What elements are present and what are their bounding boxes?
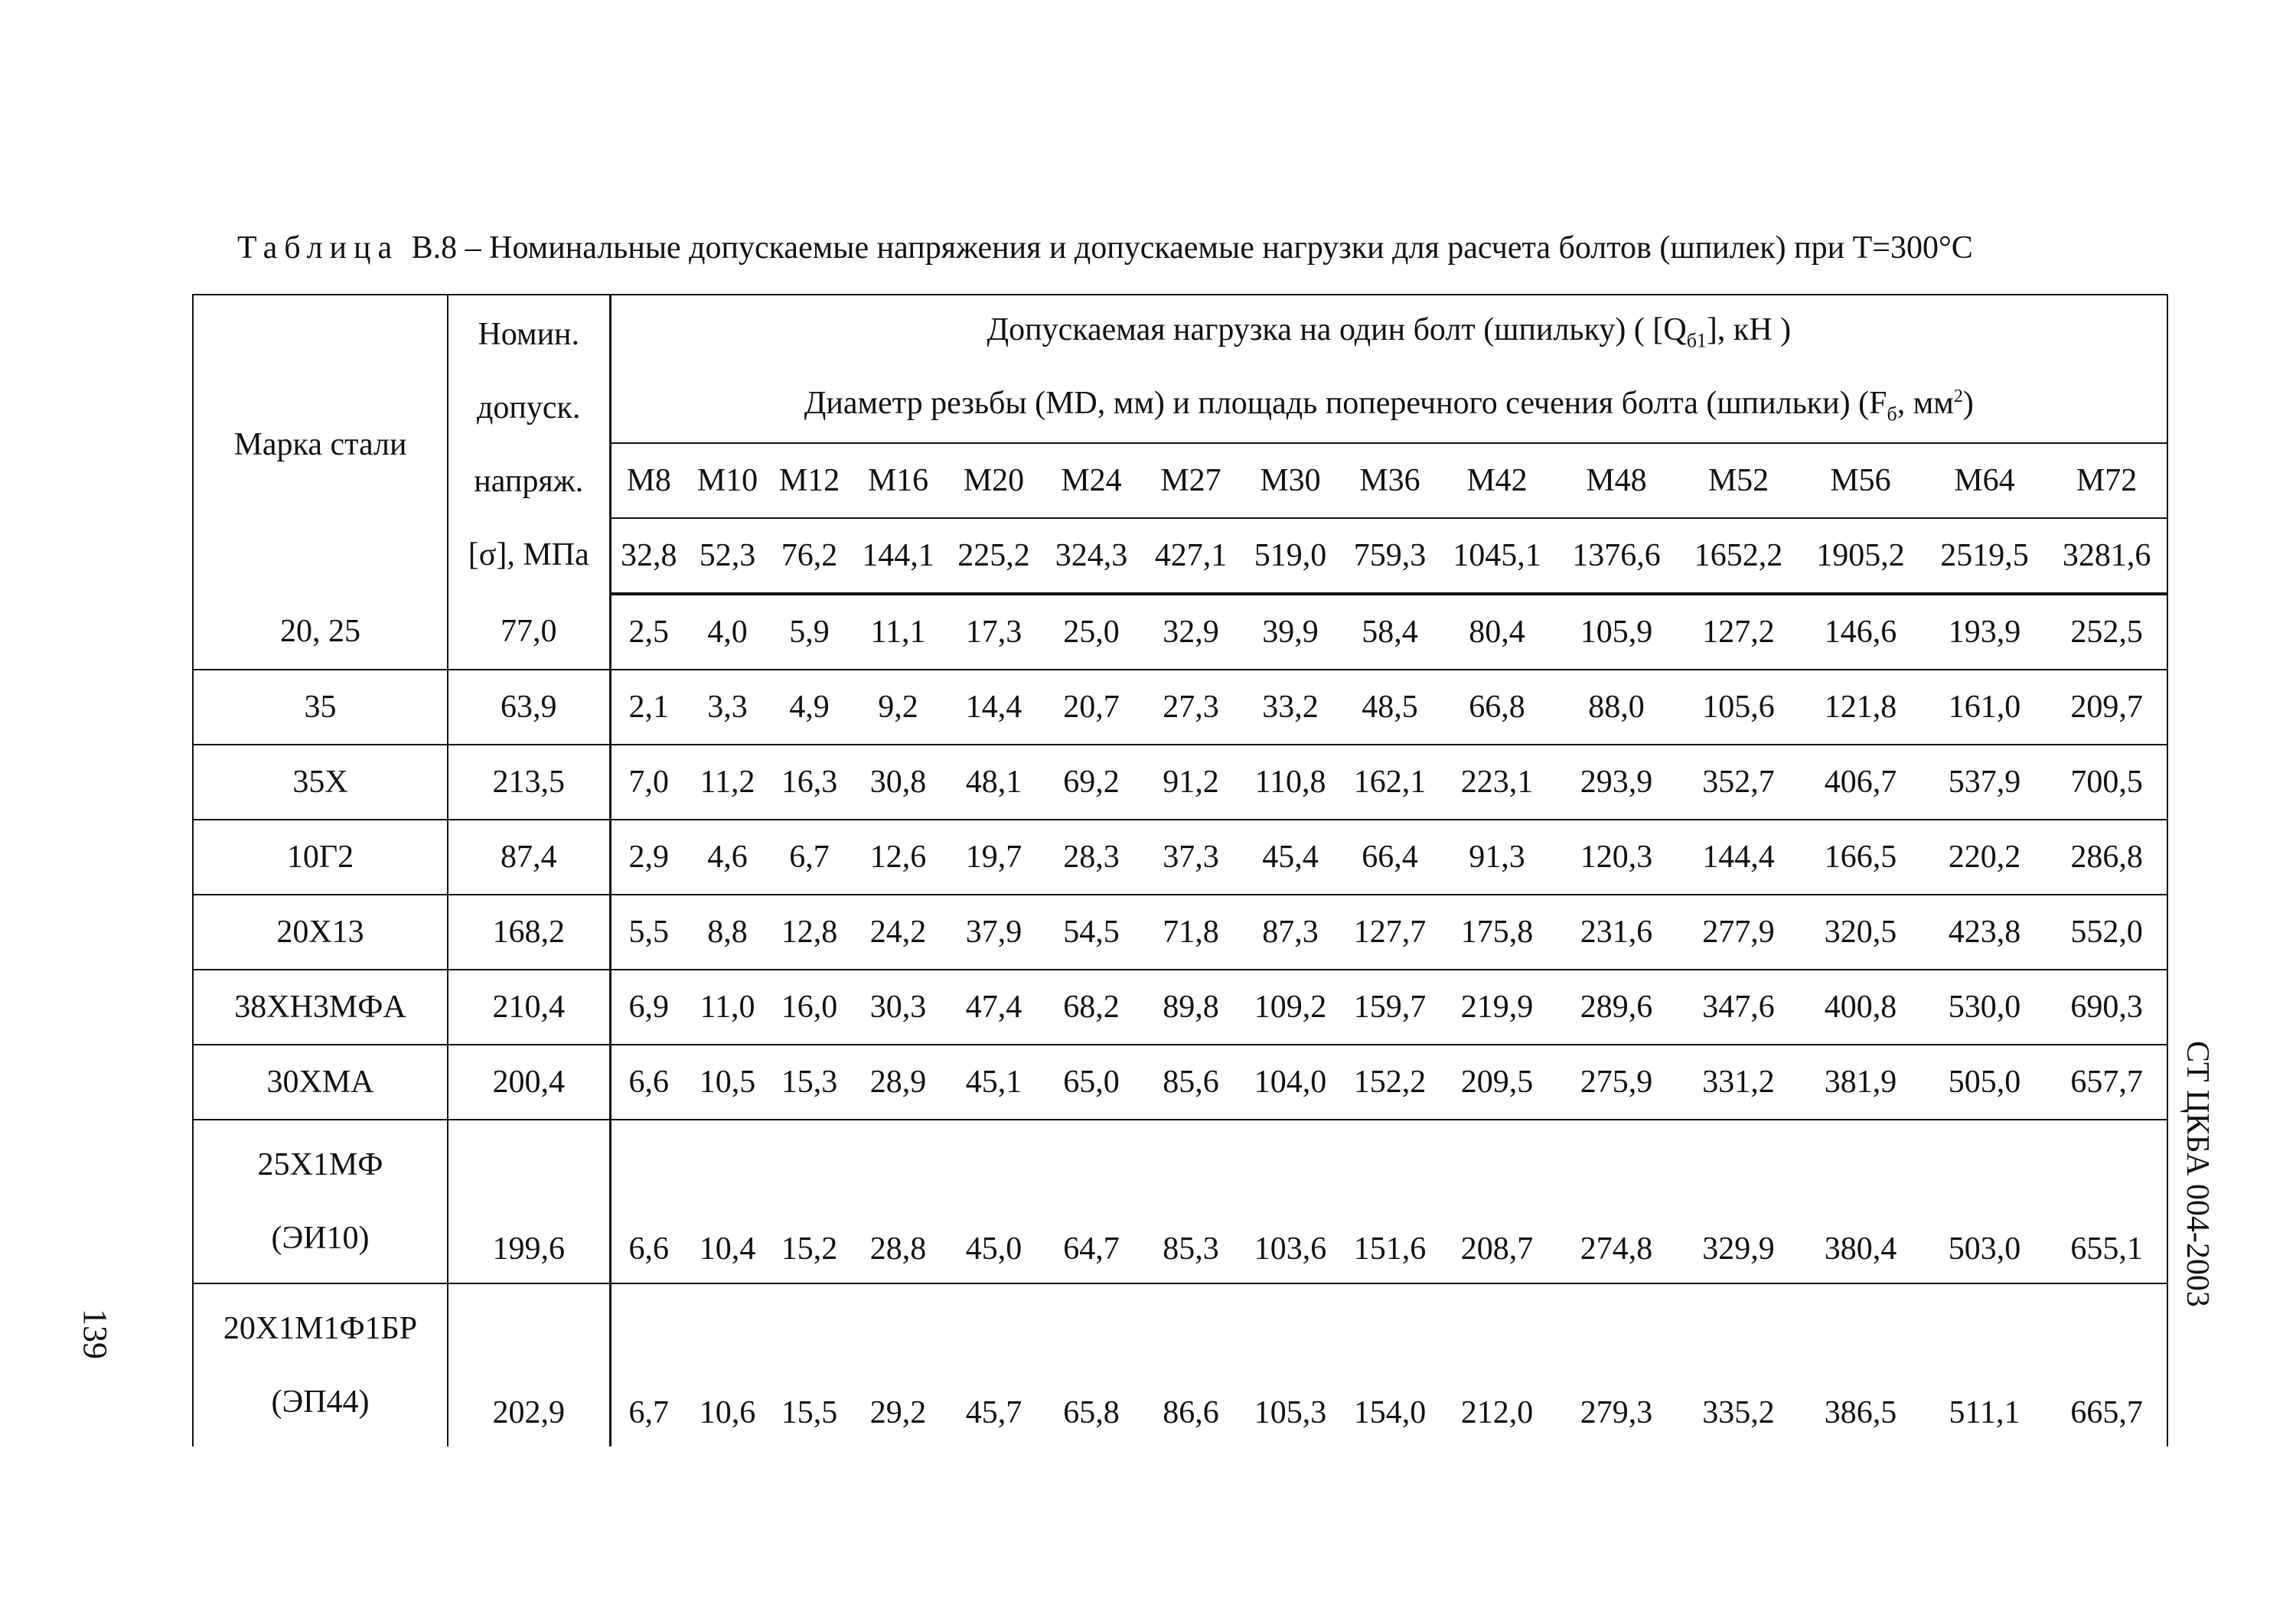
load-value-cell: 85,6 — [1141, 1045, 1241, 1120]
allowable-stress-cell: 77,0 — [448, 594, 610, 670]
load-value-cell: 80,4 — [1440, 594, 1554, 670]
allowable-stress-cell: 202,9 — [448, 1283, 610, 1446]
load-value-cell: 162,1 — [1340, 745, 1440, 820]
load-value-cell: 231,6 — [1554, 895, 1678, 970]
load-value-cell: 17,3 — [946, 594, 1042, 670]
steel-grade-cell: 10Г2 — [193, 820, 448, 895]
load-value-cell: 252,5 — [2047, 594, 2167, 670]
load-value-cell: 12,6 — [850, 820, 946, 895]
load-value-cell: 14,4 — [946, 670, 1042, 745]
load-value-cell: 5,9 — [768, 594, 850, 670]
load-value-cell: 2,5 — [610, 594, 687, 670]
load-value-cell: 109,2 — [1241, 970, 1340, 1045]
load-value-cell: 277,9 — [1678, 895, 1799, 970]
load-value-cell: 6,6 — [610, 1120, 687, 1283]
sigma-header-line: Номин. — [478, 317, 580, 352]
allowable-stress-cell: 87,4 — [448, 820, 610, 895]
load-value-cell: 552,0 — [2047, 895, 2167, 970]
load-value-cell: 8,8 — [687, 895, 768, 970]
load-value-cell: 65,8 — [1063, 1395, 1120, 1430]
table-row — [193, 1283, 2167, 1446]
load-value-cell: 64,7 — [1042, 1120, 1141, 1283]
load-value-cell: 193,9 — [1923, 594, 2047, 670]
load-value-cell: 5,5 — [610, 895, 687, 970]
load-value-cell: 289,6 — [1554, 970, 1678, 1045]
load-value-cell: 6,9 — [610, 970, 687, 1045]
sigma-column-header — [448, 295, 610, 594]
load-group-header: Допускаемая нагрузка на один болт (шпильку) ( $[Q_{б1}]$, кН ) — [610, 295, 2167, 369]
sigma-header-line: напряж. — [474, 464, 584, 499]
table-row — [193, 895, 2167, 970]
load-value-cell: 320,5 — [1799, 895, 1923, 970]
table-row — [193, 1045, 2167, 1120]
diameter-cell: M72 — [2047, 443, 2167, 518]
load-value-cell: 219,9 — [1440, 970, 1554, 1045]
load-value-cell: 505,0 — [1923, 1045, 2047, 1120]
load-value-cell: 16,0 — [768, 970, 850, 1045]
load-value-cell: 66,8 — [1440, 670, 1554, 745]
load-value-cell: 400,8 — [1799, 970, 1923, 1045]
load-value-cell: 10,5 — [687, 1045, 768, 1120]
load-value-cell: 71,8 — [1141, 895, 1241, 970]
load-value-cell: 87,3 — [1241, 895, 1340, 970]
load-value-cell: 65,0 — [1042, 1045, 1141, 1120]
load-value-cell: 85,3 — [1141, 1120, 1241, 1283]
diameter-cell: M12 — [768, 443, 850, 518]
load-value-cell: 293,9 — [1554, 745, 1678, 820]
load-value-cell: 48,5 — [1340, 670, 1440, 745]
load-value-cell: 161,0 — [1923, 670, 2047, 745]
load-value-cell: 68,2 — [1042, 970, 1141, 1045]
area-cell: 32,8 — [610, 518, 687, 594]
diameter-cell: M48 — [1554, 443, 1678, 518]
load-value-cell: 32,9 — [1141, 594, 1241, 670]
load-value-cell: 105,3 — [1254, 1395, 1327, 1430]
steel-grade-cell: 35X — [193, 745, 448, 820]
load-value-cell: 121,8 — [1799, 670, 1923, 745]
load-value-cell: 29,2 — [869, 1395, 927, 1430]
load-value-cell: 12,8 — [768, 895, 850, 970]
load-value-cell: 89,8 — [1141, 970, 1241, 1045]
area-cell: 1652,2 — [1678, 518, 1799, 594]
load-value-cell: 30,8 — [850, 745, 946, 820]
table-row — [193, 670, 2167, 745]
load-value-cell: 2,1 — [610, 670, 687, 745]
load-value-cell: 175,8 — [1440, 895, 1554, 970]
load-value-cell: 15,3 — [768, 1045, 850, 1120]
load-value-cell: 274,8 — [1554, 1120, 1678, 1283]
load-value-cell: 91,3 — [1440, 820, 1554, 895]
load-value-cell: 423,8 — [1923, 895, 2047, 970]
load-value-cell: 166,5 — [1799, 820, 1923, 895]
load-value-cell: 88,0 — [1554, 670, 1678, 745]
table-row — [193, 1120, 2167, 1283]
caption-text: В.8 – Номинальные допускаемые напряжения и допускаемые нагрузки для расчета болтов (шпилек) при Т=300°С — [403, 230, 1973, 266]
load-value-cell: 45,7 — [965, 1395, 1022, 1430]
load-value-cell: 28,9 — [850, 1045, 946, 1120]
diameter-cell: M64 — [1923, 443, 2047, 518]
load-value-cell: 511,1 — [1949, 1395, 2020, 1430]
table-body — [193, 594, 2167, 1446]
load-value-cell: 11,1 — [850, 594, 946, 670]
steel-grade-cell: 30XMA — [193, 1045, 448, 1120]
diameter-cell: M36 — [1340, 443, 1440, 518]
load-value-cell: 25,0 — [1042, 594, 1141, 670]
area-cell: 144,1 — [850, 518, 946, 594]
diameter-cell: M30 — [1241, 443, 1340, 518]
load-value-cell: 329,9 — [1678, 1120, 1799, 1283]
table-caption — [237, 230, 2181, 266]
load-value-cell: 37,9 — [946, 895, 1042, 970]
load-value-cell: 503,0 — [1923, 1120, 2047, 1283]
load-value-cell: 127,7 — [1340, 895, 1440, 970]
load-value-cell: 406,7 — [1799, 745, 1923, 820]
load-value-cell: 120,3 — [1554, 820, 1678, 895]
load-value-cell: 381,9 — [1799, 1045, 1923, 1120]
load-value-cell: 91,2 — [1141, 745, 1241, 820]
diameter-area-header: Диаметр резьбы (MD, мм) и площадь поперечного сечения болта (шпильки) ($F_б$, $мм^2$) — [610, 369, 2167, 443]
load-value-cell: 10,6 — [699, 1395, 756, 1430]
allowable-stress-cell: 199,6 — [448, 1120, 610, 1283]
diameter-cell: M20 — [946, 443, 1042, 518]
area-cell: 225,2 — [946, 518, 1042, 594]
load-value-cell: 335,2 — [1702, 1395, 1775, 1430]
load-value-cell: 4,0 — [687, 594, 768, 670]
load-value-cell: 45,1 — [946, 1045, 1042, 1120]
sigma-header-line: [σ], МПа — [468, 537, 589, 572]
table-row — [193, 594, 2167, 670]
diameter-cell: M56 — [1799, 443, 1923, 518]
load-value-cell: 28,8 — [850, 1120, 946, 1283]
load-value-cell: 151,6 — [1340, 1120, 1440, 1283]
load-value-cell: 220,2 — [1923, 820, 2047, 895]
load-value-cell: 275,9 — [1554, 1045, 1678, 1120]
area-cell: 3281,6 — [2047, 518, 2167, 594]
load-value-cell: 154,0 — [1353, 1395, 1427, 1430]
diameter-cell: M27 — [1141, 443, 1241, 518]
load-value-cell: 4,9 — [768, 670, 850, 745]
load-value-cell: 19,7 — [946, 820, 1042, 895]
load-value-cell: 27,3 — [1141, 670, 1241, 745]
allowable-stress-cell: 63,9 — [448, 670, 610, 745]
diameter-cell: M8 — [610, 443, 687, 518]
load-value-cell: 10,4 — [687, 1120, 768, 1283]
load-value-cell: 144,4 — [1678, 820, 1799, 895]
area-cell: 52,3 — [687, 518, 768, 594]
load-value-cell: 7,0 — [610, 745, 687, 820]
load-value-cell: 655,1 — [2047, 1120, 2167, 1283]
load-value-cell: 105,9 — [1554, 594, 1678, 670]
diameter-cell: M10 — [687, 443, 768, 518]
table-row — [193, 970, 2167, 1045]
load-value-cell: 11,0 — [687, 970, 768, 1045]
allowable-stress-cell: 213,5 — [448, 745, 610, 820]
area-cell: 427,1 — [1141, 518, 1241, 594]
load-value-cell: 286,8 — [2047, 820, 2167, 895]
allowable-stress-cell: 210,4 — [448, 970, 610, 1045]
load-value-cell: 16,3 — [768, 745, 850, 820]
load-value-cell: 30,3 — [850, 970, 946, 1045]
area-cell: 324,3 — [1042, 518, 1141, 594]
load-value-cell: 45,0 — [946, 1120, 1042, 1283]
load-value-cell: 86,6 — [1163, 1395, 1219, 1430]
load-value-cell: 700,5 — [2047, 745, 2167, 820]
load-value-cell: 279,3 — [1580, 1395, 1653, 1430]
load-value-cell: 2,9 — [610, 820, 687, 895]
load-value-cell: 223,1 — [1440, 745, 1554, 820]
load-value-cell: 104,0 — [1241, 1045, 1340, 1120]
area-cell: 519,0 — [1241, 518, 1340, 594]
diameter-cell: M52 — [1678, 443, 1799, 518]
load-value-cell: 152,2 — [1340, 1045, 1440, 1120]
load-value-cell: 11,2 — [687, 745, 768, 820]
load-value-cell: 380,4 — [1799, 1120, 1923, 1283]
load-value-cell: 28,3 — [1042, 820, 1141, 895]
load-value-cell: 657,7 — [2047, 1045, 2167, 1120]
load-value-cell: 352,7 — [1678, 745, 1799, 820]
load-value-cell: 48,1 — [946, 745, 1042, 820]
allowable-stress-cell: 200,4 — [448, 1045, 610, 1120]
load-value-cell: 37,3 — [1141, 820, 1241, 895]
load-value-cell: 6,7 — [768, 820, 850, 895]
area-cell: 1045,1 — [1440, 518, 1554, 594]
steel-grade-cell — [193, 1120, 448, 1283]
caption-prefix: Таблица — [237, 230, 400, 266]
steel-grade-line: (ЭИ10) — [271, 1221, 370, 1256]
load-value-cell: 20,7 — [1042, 670, 1141, 745]
diameter-cell: M42 — [1440, 443, 1554, 518]
load-value-cell: 146,6 — [1799, 594, 1923, 670]
load-value-cell: 347,6 — [1678, 970, 1799, 1045]
load-value-cell: 6,7 — [628, 1395, 669, 1430]
area-cell: 759,3 — [1340, 518, 1440, 594]
grade-column-header: Марка стали — [193, 295, 448, 594]
load-value-cell: 9,2 — [850, 670, 946, 745]
load-value-cell: 6,6 — [610, 1045, 687, 1120]
steel-grade-line: (ЭП44) — [271, 1384, 370, 1420]
steel-grade-cell — [193, 1283, 448, 1446]
steel-grade-cell: 20X13 — [193, 895, 448, 970]
load-value-cell: 66,4 — [1340, 820, 1440, 895]
load-value-cell: 110,8 — [1241, 745, 1340, 820]
load-value-cell: 386,5 — [1824, 1395, 1897, 1430]
table-row — [193, 820, 2167, 895]
area-cell: 1376,6 — [1554, 518, 1678, 594]
load-value-cell: 15,2 — [768, 1120, 850, 1283]
steel-grade-cell: 20, 25 — [193, 594, 448, 670]
load-value-cell: 69,2 — [1042, 745, 1141, 820]
load-value-cell: 208,7 — [1440, 1120, 1554, 1283]
area-cell: 2519,5 — [1923, 518, 2047, 594]
steel-grade-line: 20X1M1Ф1БР — [223, 1311, 418, 1346]
steel-grade-cell: 35 — [193, 670, 448, 745]
load-value-cell: 15,5 — [781, 1395, 838, 1430]
load-value-cell: 24,2 — [850, 895, 946, 970]
load-value-cell: 331,2 — [1678, 1045, 1799, 1120]
diameter-cell: M16 — [850, 443, 946, 518]
stress-load-table — [192, 294, 2168, 1446]
load-value-cell: 58,4 — [1340, 594, 1440, 670]
load-value-cell: 209,7 — [2047, 670, 2167, 745]
load-value-cell: 103,6 — [1241, 1120, 1340, 1283]
document-id: СТ ЦКБА 004-2003 — [2180, 1041, 2215, 1307]
page-number: 139 — [77, 1309, 114, 1359]
load-value-cell: 105,6 — [1678, 670, 1799, 745]
table-row — [193, 745, 2167, 820]
load-value-cell: 209,5 — [1440, 1045, 1554, 1120]
load-value-cell: 537,9 — [1923, 745, 2047, 820]
load-value-cell: 212,0 — [1460, 1395, 1534, 1430]
area-cell: 1905,2 — [1799, 518, 1923, 594]
steel-grade-line: 25X1MФ — [257, 1147, 383, 1182]
sigma-header-line: допуск. — [477, 390, 581, 426]
load-value-cell: 4,6 — [687, 820, 768, 895]
load-value-cell: 665,7 — [2047, 1283, 2167, 1446]
load-value-cell: 39,9 — [1241, 594, 1340, 670]
load-value-cell: 47,4 — [946, 970, 1042, 1045]
load-value-cell: 45,4 — [1241, 820, 1340, 895]
area-cell: 76,2 — [768, 518, 850, 594]
load-value-cell: 530,0 — [1923, 970, 2047, 1045]
load-value-cell: 690,3 — [2047, 970, 2167, 1045]
allowable-stress-cell: 168,2 — [448, 895, 610, 970]
load-value-cell: 3,3 — [687, 670, 768, 745]
load-value-cell: 33,2 — [1241, 670, 1340, 745]
load-value-cell: 127,2 — [1678, 594, 1799, 670]
diameter-cell: M24 — [1042, 443, 1141, 518]
load-value-cell: 159,7 — [1340, 970, 1440, 1045]
load-value-cell: 54,5 — [1042, 895, 1141, 970]
steel-grade-cell: 38XH3MФA — [193, 970, 448, 1045]
